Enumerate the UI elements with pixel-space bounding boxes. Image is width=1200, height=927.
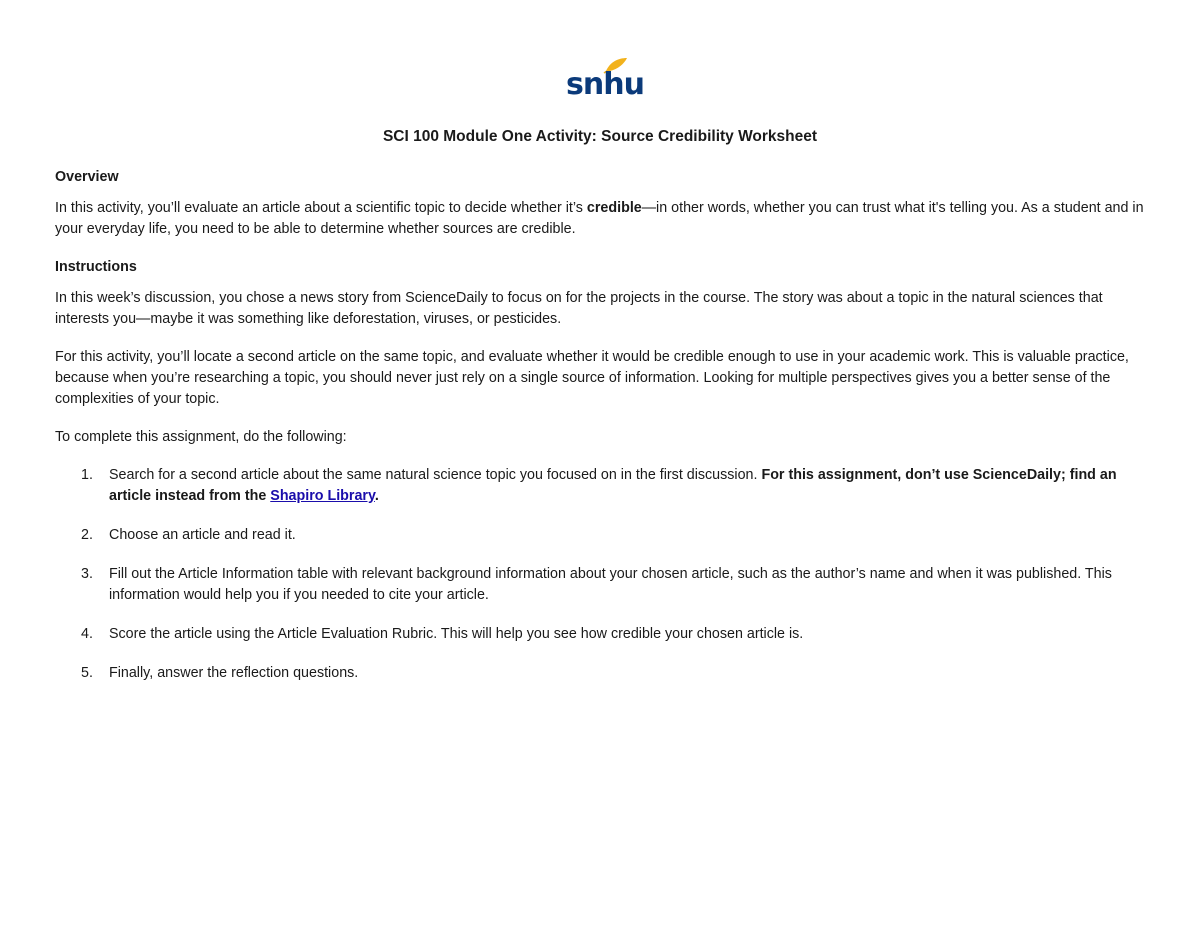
instructions-paragraph-1: In this week’s discussion, you chose a news story from ScienceDaily to focus on for the projects in the course. The story was about a topic in the natural sciences that interests you—maybe it was something like deforestation, viruses, or pesticides. [55,290,1103,327]
overview-bold-word: credible [586,200,642,216]
overview-text-before: In this activity, you’ll evaluate an article about a scientific topic to decide whether it’s [55,200,587,216]
step-bold-after: . [374,488,379,504]
logo-wordmark: snhu [566,67,644,102]
step-number: 1. [81,467,93,483]
instructions-paragraph-2: For this activity, you’ll locate a second article on the same topic, and evaluate whether it would be credible enough to use in your academic work. This is valuable practice, because when you’re researching a topic, you should never just rely on a single source of information. Looking for multiple perspectives gives you a better sense of the complexities of your topic. [55,349,1129,407]
step-text: Score the article using the Article Evaluation Rubric. This will help you see how credible your chosen article is. [109,626,804,642]
step-text: Choose an article and read it. [109,527,296,543]
document-title: SCI 100 Module One Activity: Source Credibility Worksheet [382,128,818,145]
document-body [55,167,1145,702]
step-text: Finally, answer the reflection questions. [109,665,359,681]
list-item [55,525,1145,546]
list-item [55,663,1145,684]
overview-text-after: —in other words, whether you can trust what it's telling you. As a student and in your everyday life, you need to be able to determine whether sources are credible. [55,200,1144,237]
step-bold-text: For this assignment, don’t use ScienceDaily; find an article instead from the [109,467,1117,504]
instructions-paragraph-3: To complete this assignment, do the following: [55,429,347,445]
step-number: 3. [81,566,93,582]
snhu-logo [566,56,644,104]
overview-heading: Overview [55,169,119,185]
shapiro-library-link[interactable]: Shapiro Library [270,488,375,504]
list-item [55,465,1145,507]
list-item [55,624,1145,645]
step-text: Search for a second article about the same natural science topic you focused on in the first discussion. [109,467,762,483]
step-number: 4. [81,626,93,642]
step-text: Fill out the Article Information table with relevant background information about your chosen article, such as the author’s name and when it was published. This information would help you if you needed to cite your article. [109,566,1112,603]
list-item [55,564,1145,606]
overview-paragraph [55,198,1145,240]
instructions-heading: Instructions [55,259,137,275]
steps-list [55,465,1145,684]
step-number: 2. [81,527,93,543]
step-number: 5. [81,665,93,681]
